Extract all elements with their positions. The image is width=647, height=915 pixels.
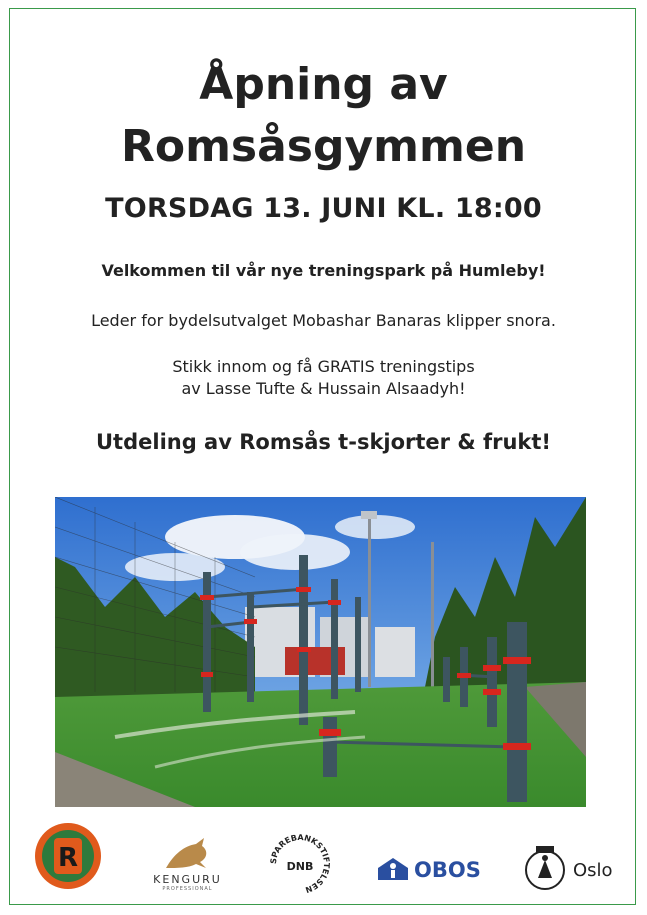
distribution-text: Utdeling av Romsås t-skjorter & frukt! <box>96 430 551 454</box>
oslo-logo-text: Oslo <box>573 860 613 881</box>
svg-text:DNB: DNB <box>286 860 314 873</box>
romsas-il-badge <box>34 822 102 890</box>
title-line-1: Åpning av <box>199 59 448 110</box>
tips-line-1: Stikk innom og få GRATIS treningstips <box>172 357 475 376</box>
kenguru-logo-text: KENGURU PROFESSIONAL <box>153 873 222 892</box>
obos-house-icon <box>376 856 410 882</box>
obos-logo-text: OBOS <box>414 858 481 882</box>
park-photo <box>55 497 586 807</box>
welcome-text: Velkommen til vår nye treningspark på Humleby! <box>101 261 546 280</box>
kangaroo-icon <box>160 834 214 872</box>
sparebankstiftelsen-seal <box>264 828 336 900</box>
badge-letter: R <box>57 843 79 873</box>
title-line-2: Romsåsgymmen <box>120 121 527 172</box>
svg-text:SPAREBANKSTIFTELSEN: SPAREBANKSTIFTELSEN <box>268 832 332 895</box>
tips-line-2: av Lasse Tufte & Hussain Alsaadyh! <box>181 379 466 398</box>
oslo-city-seal-icon <box>524 844 566 892</box>
event-date: TORSDAG 13. JUNI KL. 18:00 <box>105 193 542 224</box>
leader-text: Leder for bydelsutvalget Mobashar Banaras klipper snora. <box>91 311 556 330</box>
